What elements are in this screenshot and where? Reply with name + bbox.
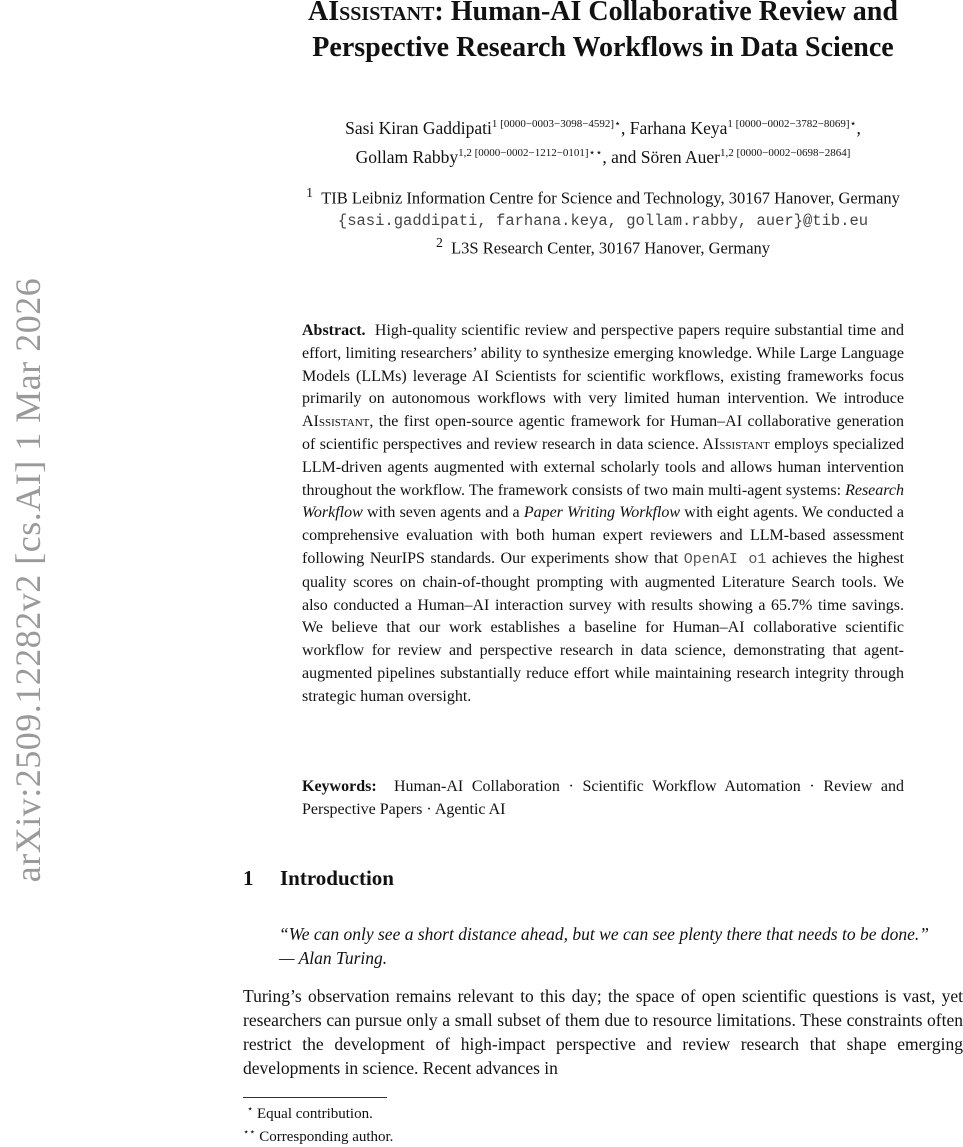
abstract-label: Abstract. — [302, 322, 366, 339]
keywords-label: Keywords: — [302, 778, 377, 795]
section-heading: 1 Introduction — [243, 866, 394, 890]
intro-paragraph: Turing’s observation remains relevant to this day; the space of open scientific questions is vast, yet researchers can pursue only a small subset of them due to resource limitations. These constraints often restrict the development of high-impact perspective and review research that shape emerging developments in science. Recent advances in — [243, 986, 963, 1078]
keywords: Keywords: Human-AI Collaboration · Scientific Workflow Automation · Review and Perspective Papers · Agentic AI — [302, 778, 905, 818]
abstract: Abstract. High-quality scientific review and perspective papers require substantial time and effort, limiting researchers’ ability to synthesize emerging knowledge. While Large Language Models (LLMs) leverage AI Scientists for scientific workflows, existing frameworks focus primarily on autonomous workflows with very limited human intervention. We introduce AIssistant, the first open-source agentic framework for Human–AI collaborative generation of scientific perspectives and review research in data science. AIssistant employs specialized LLM-driven agents augmented with external scholarly tools and allows human intervention throughout the workflow. The framework consists of two main multi-agent systems: Research Workflow with seven agents and a Paper Writing Workflow with eight agents. We conducted a comprehensive evaluation with both human expert reviewers and LLM-based assessment following NeurIPS standards. Our experiments show that OpenAI o1 achieves the highest quality scores on chain-of-thought prompting with augmented Literature Search tools. We also conducted a Human–AI interaction survey with results showing a 65.7% time savings. We believe that our work establishes a baseline for Human–AI collaborative scientific workflow for review and perspective research in data science, demonstrating that agent-augmented pipelines substantially reduce effort while maintaining research integrity through strategic human oversight. — [302, 322, 905, 705]
arxiv-sidebar-stamp: arXiv:2509.12282v2 [cs.AI] 1 Mar 2026 — [8, 277, 48, 883]
footnote-rule — [243, 1097, 387, 1098]
affiliations: $^1$ TIB Leibniz Information Centre for Science and Technology, 30167 Hanover, Germany {sasi.gaddipati, farhana.keya, gollam.rabby, auer}@tib.eu $^2$ L3S Research Center, 30167 Hanover, Germany — [243, 182, 963, 259]
paper-title: AIssistant: Human-AI Collaborative Review and Perspective Research Workflows in Data Science — [308, 0, 898, 63]
author-name: Gollam Rabby — [355, 146, 459, 167]
email-list: {sasi.gaddipati, farhana.keya, gollam.rabby, auer}@tib.eu — [337, 211, 869, 230]
author-name: Sasi Kiran Gaddipati — [345, 117, 492, 138]
footnote: ⋆ Equal contribution. — [247, 1104, 373, 1122]
footnote: ⋆⋆ Corresponding author. — [243, 1127, 394, 1145]
author-name: , and Sören Auer — [602, 146, 720, 167]
epigraph-quote: “We can only see a short distance ahead, but we can see plenty there that needs to be done.” — Alan Turing. — [279, 924, 929, 968]
author-list: Sasi Kiran Gaddipati$^{1 [0000-0003-3098-4592]⋆}$, Farhana Keya$^{1 [0000-0002-3782-8069]⋆}$, Gollam Rabby$^{1,2 [0000-0002-1212-0101]⋆⋆}$, and Sören Auer$^{1,2 [0000-0002-0698-2864]}$ — [345, 117, 861, 167]
author-name: , Farhana Keya — [620, 117, 728, 138]
